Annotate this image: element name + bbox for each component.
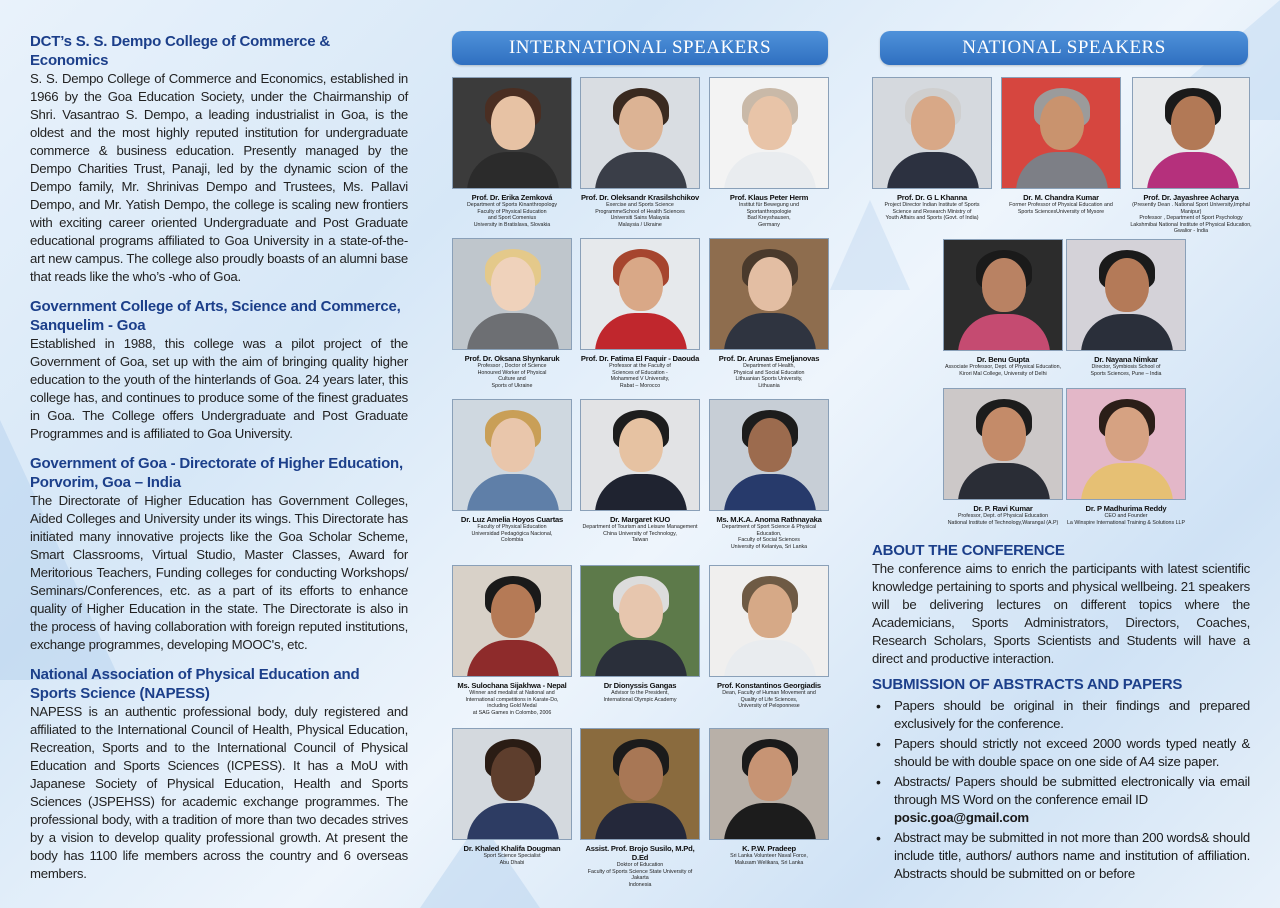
speaker-photo bbox=[580, 238, 700, 350]
list-item: • Papers should be original in their findings and prepared exclusively for the conference. bbox=[872, 697, 1250, 733]
speaker-card bbox=[580, 399, 700, 544]
about-title: ABOUT THE CONFERENCE bbox=[872, 542, 1065, 559]
section-sanquelim-college bbox=[30, 297, 408, 443]
speaker-card bbox=[580, 565, 700, 703]
speaker-affiliation: Winner and medalist at National and International competitions in Karate-Do, including Gold Medal at SAG Games in Colombo, 2006 bbox=[465, 690, 559, 716]
speaker-name: Dr. M. Chandra Kumar bbox=[1023, 193, 1099, 202]
list-item-text: Abstracts/ Papers should be submitted electronically via email through MS Word on the conference email ID bbox=[894, 774, 1250, 807]
speaker-photo bbox=[580, 565, 700, 677]
speaker-affiliation: Dean, Faculty of Human Movement and Quality of Life Sciences, University of Peloponnese bbox=[722, 690, 816, 710]
speaker-card bbox=[1066, 239, 1186, 377]
speaker-photo bbox=[1132, 77, 1250, 189]
speaker-affiliation: Project Director Indian Institute of Sports Science and Research Ministry of Youth Affairs and Sports (Govt. of India) bbox=[884, 202, 980, 222]
speaker-photo bbox=[580, 728, 700, 840]
speaker-card bbox=[452, 77, 572, 228]
section-body: S. S. Dempo College of Commerce and Economics, established in 1966 by the Goa Education Society, under the Chairmanship of Shri. Vasantrao S. Dempo, a leading industrialist in Goa, is the oldest and the most highly reputed institution for undergraduate commerce & business education. Presently managed by the Dempo Charities Trust, Panaji, led by the dynamic scion of the Dempo family, Mr. Shrinivas Dempo and Trustees, Ms. Pallavi Dempo, and Mr. Yatish Dempo, the college is scaling new frontiers with exciting career oriented Undergraduate and Post Graduate educational programs affiliated to Goa University in a state-of-the-art new campus. The college also proudly boasts of an alumni base that reads like the who’s -who of Goa. bbox=[30, 71, 408, 284]
speaker-affiliation: Director, Symbiosis School of Sports Sciences, Pune – India bbox=[1090, 364, 1162, 377]
speaker-photo bbox=[452, 565, 572, 677]
section-dempo-college bbox=[30, 32, 408, 286]
speaker-name: Prof. Konstantinos Georgiadis bbox=[717, 681, 821, 690]
speaker-card bbox=[452, 728, 572, 866]
submission-title: SUBMISSION OF ABSTRACTS AND PAPERS bbox=[872, 676, 1183, 693]
section-body: NAPESS is an authentic professional body, duly registered and affiliated to the International Council of Health, Physical Education, Recreation, Sports and to the International Council of Physical Education and Sports Sciences (ICPESS). It has a MoU with Japanese Society of Physical Education, Health and Sports Sciences (JSPEHSS) for academic exchange programmes. The professional body, with a tradition of more than two decades strives by a vision to develop quality professional growth. At present the body has 1100 life members across the country and 6 overseas members. bbox=[30, 704, 408, 881]
about-body: The conference aims to enrich the participants with latest scientific knowledge pertaining to sports and physical wellbeing. 21 speakers will be delivering lectures on different topics where the Academicians, Sports Administrators, Directors, Coaches, Research Scholars, Sports Scientists and Students will have a direct and productive interaction. bbox=[872, 561, 1250, 666]
speaker-affiliation: Advisor to the President, International Olympic Academy bbox=[603, 690, 677, 703]
speaker-affiliation: Doktor of Education Faculty of Sports Science State University of Jakarta Indonesia bbox=[587, 862, 693, 888]
speaker-card bbox=[872, 77, 992, 222]
speaker-photo bbox=[452, 238, 572, 350]
speaker-name: Prof. Dr. Fatima El Faquir - Daouda bbox=[580, 354, 700, 363]
speaker-name: Dr. Luz Amelia Hoyos Cuartas bbox=[460, 515, 564, 524]
speaker-name: Prof. Dr. Erika Zemková bbox=[471, 193, 553, 202]
speaker-name: Dr. P. Ravi Kumar bbox=[973, 504, 1033, 513]
speaker-card bbox=[452, 565, 572, 716]
speaker-name: Assist. Prof. Brojo Susilo, M.Pd, D.Ed bbox=[585, 844, 695, 862]
speaker-name: Dr. Nayana Nimkar bbox=[1094, 355, 1158, 364]
speaker-photo bbox=[1066, 239, 1186, 351]
speaker-affiliation: Sri Lanka Volunteer Naval Force, Malusam Welikara, Sri Lanka bbox=[730, 853, 808, 866]
section-body: Established in 1988, this college was a pilot project of the Government of Goa, set up with the aim of bringing quality higher education to the youth of the hinterlands of Goa. 24 years later, this college has, and continues to produce some of the finest graduates in Goa. The College offers Undergraduate and Post Graduate Programmes and is affiliated to Goa University. bbox=[30, 336, 408, 441]
speaker-affiliation: Department of Tourism and Leisure Management China University of Technology, Taiwan bbox=[582, 524, 698, 544]
speaker-photo bbox=[1066, 388, 1186, 500]
speaker-name: Prof. Dr. Oleksandr Krasilshchikov bbox=[580, 193, 700, 202]
speaker-name: Prof. Klaus Peter Herm bbox=[729, 193, 809, 202]
speaker-name: Dr. Khaled Khalifa Dougman bbox=[463, 844, 561, 853]
speaker-name: Dr Dionyssis Gangas bbox=[603, 681, 677, 690]
speaker-card bbox=[452, 399, 572, 544]
speaker-card bbox=[709, 728, 829, 866]
speaker-name: Ms. Sulochana Sijakhwa - Nepal bbox=[457, 681, 567, 690]
speaker-name: Prof. Dr. Oksana Shynkaruk bbox=[464, 354, 560, 363]
section-title: DCT’s S. S. Dempo College of Commerce & Economics bbox=[30, 33, 331, 69]
speaker-photo bbox=[943, 388, 1063, 500]
speaker-photo bbox=[943, 239, 1063, 351]
speaker-name: Ms. M.K.A. Anoma Rathnayaka bbox=[716, 515, 822, 524]
speaker-card bbox=[580, 728, 700, 888]
submission-list bbox=[872, 697, 1250, 883]
section-title: Government College of Arts, Science and Commerce, Sanquelim - Goa bbox=[30, 298, 401, 334]
speaker-name: Prof. Dr. Arunas Emeljanovas bbox=[718, 354, 820, 363]
speaker-affiliation: (Presently Dean . National Sport University,Imphal Manipur) Professor , Department of Sport Psychology Lakshmibai National Institute of Physical Education, Gwalior - India bbox=[1130, 202, 1252, 235]
speaker-photo bbox=[709, 565, 829, 677]
speaker-affiliation: Professor at the Faculty of Sciences of Education - Mohammed V University, Rabat – Morocco bbox=[609, 363, 671, 389]
speaker-card bbox=[943, 239, 1063, 377]
list-item: • Papers should strictly not exceed 2000 words typed neatly & should be with double space on one side of A4 size paper. bbox=[872, 735, 1250, 771]
speaker-photo bbox=[872, 77, 992, 189]
list-item bbox=[872, 773, 1250, 827]
speaker-photo bbox=[580, 77, 700, 189]
speaker-affiliation: Faculty of Physical Education Universidad Pedagógica Nacional, Colombia bbox=[471, 524, 553, 544]
section-napess bbox=[30, 665, 408, 883]
speaker-photo bbox=[709, 238, 829, 350]
conference-email-link[interactable]: posic.goa@gmail.com bbox=[894, 810, 1029, 825]
speaker-card bbox=[709, 77, 829, 228]
speaker-card bbox=[1066, 388, 1186, 526]
about-conference bbox=[872, 541, 1250, 679]
speaker-photo bbox=[452, 77, 572, 189]
speaker-affiliation: Professor , Doctor of Science Honoured Worker of Physical Culture and Sports of Ukraine bbox=[477, 363, 547, 389]
section-body: The Directorate of Higher Education has Government Colleges, Aided Colleges and University under its wings. This Directorate has initiated many innovative projects like the Goa Scholar Scheme, Smart Classrooms, Virtual Studio, Master Classes, Award for Meritorious Teachers, Funding colleges for conducting Workshops/ Seminars/Conferences, etc. as a part of its efforts to enhance quality of Higher Education in the state. The Directorate is also in the process of having collaboration with foreign reputed institutions, exchange programmes, developing MOOC's, etc. bbox=[30, 493, 408, 652]
speaker-photo bbox=[709, 728, 829, 840]
speaker-affiliation: Associate Professor, Dept. of Physical Education, Kirori Mal College, University of Delhi bbox=[944, 364, 1061, 377]
speaker-card bbox=[452, 238, 572, 389]
speaker-name: K. P.W. Pradeep bbox=[742, 844, 796, 853]
speaker-photo bbox=[452, 728, 572, 840]
speaker-card bbox=[709, 238, 829, 389]
section-directorate bbox=[30, 454, 408, 654]
speaker-photo bbox=[709, 399, 829, 511]
section-title: Government of Goa - Directorate of Higher Education, Porvorim, Goa – India bbox=[30, 455, 403, 491]
speaker-name: Dr. P Madhurima Reddy bbox=[1085, 504, 1167, 513]
speaker-affiliation: Professor, Dept. of Physical Education National Institute of Technology,Warangal (A.P) bbox=[947, 513, 1059, 526]
international-speakers-heading: INTERNATIONAL SPEAKERS bbox=[452, 31, 828, 65]
speaker-affiliation: Institut für Bewegung und Sportanthropologie Bad Kreyshausen, Germany bbox=[738, 202, 800, 228]
speaker-name: Dr. Margaret KUO bbox=[609, 515, 671, 524]
list-item: • Abstract may be submitted in not more than 200 words& should include title, authors/ authors name and institution of affiliation. Abstracts should be submitted on or before bbox=[872, 829, 1250, 883]
speaker-affiliation: Exercise and Sports Science ProgrammeSchool of Health Sciences Universiti Sains Malaysia Malaysia / Ukraine bbox=[595, 202, 685, 228]
speaker-card bbox=[1129, 77, 1253, 235]
speaker-affiliation: Former Professor of Physical Education and Sports SciencesUniversity of Mysore bbox=[1009, 202, 1113, 215]
national-speakers-heading: NATIONAL SPEAKERS bbox=[880, 31, 1248, 65]
speaker-name: Prof. Dr. G L Khanna bbox=[896, 193, 968, 202]
speaker-card bbox=[709, 565, 829, 710]
speaker-photo bbox=[452, 399, 572, 511]
speaker-name: Dr. Benu Gupta bbox=[976, 355, 1030, 364]
submission-section bbox=[872, 675, 1250, 885]
organizers-column bbox=[30, 32, 408, 894]
speaker-photo bbox=[580, 399, 700, 511]
speaker-affiliation: Department of Sport Science & Physical Education, Faculty of Social Sciences University of Kelaniya, Sri Lanka bbox=[721, 524, 817, 550]
speaker-affiliation: Department of Sports Kinanthropology Faculty of Physical Education and Sport Comenius University in Bratislava, Slovakia bbox=[466, 202, 558, 228]
speaker-name: Prof. Dr. Jayashree Acharya bbox=[1143, 193, 1239, 202]
speaker-card bbox=[709, 399, 829, 550]
speaker-card bbox=[943, 388, 1063, 526]
speaker-card bbox=[580, 238, 700, 389]
speaker-photo bbox=[709, 77, 829, 189]
speaker-card bbox=[1001, 77, 1121, 215]
speaker-affiliation: Sport Science Specialist Abu Dhabi bbox=[483, 853, 541, 866]
speaker-card bbox=[580, 77, 700, 228]
speaker-affiliation: CEO and Founder La Winspire International Training & Solutions LLP bbox=[1066, 513, 1186, 526]
section-title: National Association of Physical Education and Sports Science (NAPESS) bbox=[30, 666, 360, 702]
speaker-affiliation: Department of Health, Physical and Social Education Lithuanian Sports University, Lithuania bbox=[733, 363, 805, 389]
speaker-photo bbox=[1001, 77, 1121, 189]
